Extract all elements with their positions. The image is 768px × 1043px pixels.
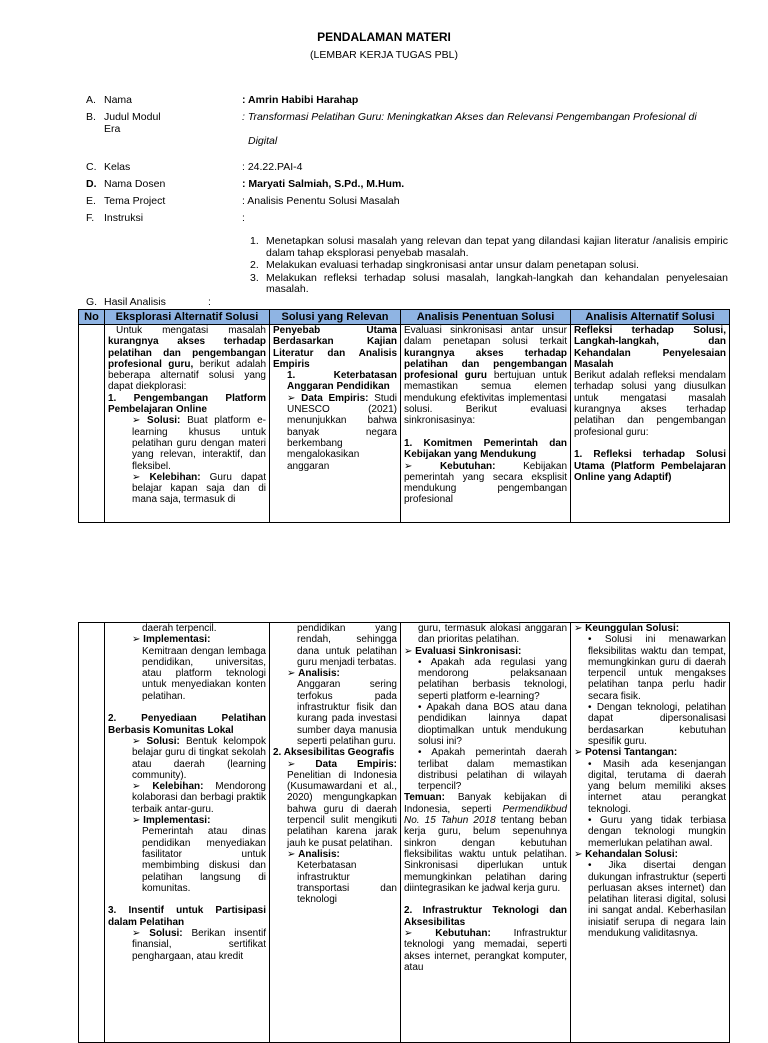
- cell-analisis-penentuan: Evaluasi sinkronisasi antar unsur dalam penetapan solusi terkait kurangnya akses terhadap pelatihan dan pengembangan profesional guru bertujuan untuk memastikan semua elemen mendukung efektivitas implementasi solusi. Berikut evaluasi sinkronisasinya: 1. Komitmen Pemerintah dan Kebijakan yang Mendukung ➢ Kebutuhan: Kebijakan pemerintah yang secara eksplisit mendukung pengembangan profesional: [401, 325, 571, 523]
- bullet-item: • Apakah pemerintah daerah terlibat dalam memastikan distribusi pelatihan di wilayah terpencil?: [418, 747, 568, 793]
- field-value: : Maryati Salmiah, S.Pd., M.Hum.: [242, 178, 405, 190]
- bullet-item: • Apakah ada regulasi yang mendorong pelaksanaan pelatihan berbasis teknologi, seperti platform e-learning?: [418, 656, 567, 702]
- list-item: ➢ Analisis:: [287, 668, 340, 680]
- instruction-item: 1. Menetapkan solusi masalah yang relevan dan tepat yang dilandasi kajian literatur /analisis empiric dalam tahap eksplorasi penyebab masalah.: [250, 235, 728, 259]
- bullet-item: • Jika disertai dengan dukungan infrastruktur (seperti perluasan akses internet) dan pelatihan literasi digital, solusi ini sangat andal. Keberhasilan inisiatif serupa di negara lain mendukung validitasnya.: [588, 860, 727, 940]
- field-judul-modul: B. Judul Modul Era : Transformasi Pelatihan Guru: Meningkatkan Akses dan Relevansi Pengembangan Profesional di Digital: [86, 111, 697, 147]
- bullet-item: • Apakah dana BOS atau dana pendidikan lainnya dapat dioptimalkan untuk mendukung solusi ini?: [418, 702, 567, 747]
- identity-fields: [86, 94, 726, 229]
- list-item: ➢ Kebutuhan: Infrastruktur teknologi yang memadai, seperti akses internet, perangkat komputer, atau: [404, 928, 567, 973]
- cell-eksplorasi: daerah terpencil. ➢ Implementasi: Kemitraan dengan lembaga pendidikan, universitas, atau platform teknologi untuk menyediakan konten pelatihan. 2. Penyediaan Pelatihan Berbasis Komunitas Lokal ➢ Solusi: Bentuk kelompok belajar guru di tingkat sekolah atau daerah (learning community). ➢ Kelebihan: Mendorong kolaborasi dan berbagi praktik terbaik antar-guru. ➢ Implementasi: Pemerintah atau dinas pendidikan menyediakan fasilitator untuk membimbing diskusi dan pelatihan langsung di komunitas. 3. Insentif untuk Partisipasi dalam Pelatihan ➢ Solusi: Berikan insentif finansial, sertifikat penghargaan, atau kredit: [105, 623, 270, 1043]
- field-tema-project: E. Tema Project : Analisis Penentu Solusi Masalah: [86, 195, 726, 207]
- section-heading: 2. Aksesibilitas Geografis: [273, 747, 395, 759]
- cell-no: [79, 623, 105, 1043]
- instruction-item: 2. Melakukan evaluasi terhadap singkronisasi antar unsur dalam penetapan solusi.: [250, 259, 639, 271]
- analysis-table-page2: [78, 622, 730, 1043]
- section-heading: 1. Komitmen Pemerintah dan Kebijakan yang Mendukung: [404, 437, 567, 461]
- finding: Temuan: Banyak kebijakan di Indonesia, seperti Permendikbud No. 15 Tahun 2018 tentang beban kerja guru, belum sepenuhnya sinkron dengan kebutuhan fleksibilitas waktu untuk pelatihan. Sinkronisasi diperlukan untuk memungkinkan pelatihan daring diintegrasikan ke jadwal kerja guru.: [404, 792, 567, 894]
- cell-eksplorasi: Untuk mengatasi masalah kurangnya akses terhadap pelatihan dan pengembangan profesional guru, berikut adalah beberapa alternatif solusi yang dapat diekplorasi: 1. Pengembangan Platform Pembelajaran Online ➢ Solusi: Buat platform e-learning khusus untuk pelatihan guru dengan materi yang relevan, interaktif, dan fleksibel. ➢ Kelebihan: Guru dapat belajar kapan saja dan di mana saja, termasuk di: [105, 325, 270, 523]
- section-heading: 2. Infrastruktur Teknologi dan Aksesibilitas: [404, 905, 567, 928]
- table-header-row: [79, 310, 730, 325]
- section-heading: 1. Keterbatasan Anggaran Pendidikan: [287, 370, 397, 393]
- cell-analisis-penentuan: guru, termasuk alokasi anggaran dan prioritas pelatihan. ➢ Evaluasi Sinkronisasi: • Apakah ada regulasi yang mendorong pelaksanaan pelatihan berbasis teknologi, seperti platform e-learning? • Apakah dana BOS atau dana pendidikan lainnya dapat dioptimalkan untuk mendukung solusi ini? • Apakah pemerintah daerah terlibat dalam memastikan distribusi pelatihan di wilayah terpencil? Temuan: Banyak kebijakan di Indonesia, seperti Permendikbud No. 15 Tahun 2018 tentang beban kerja guru, belum sepenuhnya sinkron dengan kebutuhan fleksibilitas waktu untuk pelatihan. Sinkronisasi diperlukan untuk memungkinkan pelatihan daring diintegrasikan ke jadwal kerja guru. 2. Infrastruktur Teknologi dan Aksesibilitas ➢ Kebutuhan: Infrastruktur teknologi yang memadai, seperti akses internet, perangkat komputer, atau: [401, 623, 571, 1043]
- instruction-item: 3. Melakukan refleksi terhadap solusi masalah, langkah-langkah dan kehandalan penyelesaian masalah.: [250, 271, 728, 295]
- bullet-item: • Solusi ini menawarkan fleksibilitas waktu dan tempat, memungkinkan guru di daerah terpencil untuk mengakses pelatihan tanpa perlu hadir secara fisik.: [588, 634, 726, 702]
- bullet-item: • Dengan teknologi, pelatihan dapat dipersonalisasi berdasarkan kebutuhan spesifik guru.: [588, 702, 726, 747]
- list-item: ➢ Kelebihan: Guru dapat belajar kapan saja dan di mana saja, termasuk di: [132, 471, 266, 506]
- bullet-item: • Masih ada kesenjangan digital, terutama di daerah yang belum memiliki akses internet atau perangkat teknologi.: [588, 758, 726, 815]
- list-item: ➢ Implementasi:: [132, 815, 211, 827]
- field-nama-dosen: D. Nama Dosen : Maryati Salmiah, S.Pd., M.Hum.: [86, 178, 726, 190]
- cell-solusi: pendidikan yang rendah, sehingga dana untuk pelatihan guru menjadi terbatas. ➢ Analisis: Anggaran sering terfokus pada infrastruktur fisik dan kurang pada investasi sumber daya manusia seperti pelatihan guru. 2. Aksesibilitas Geografis ➢ Data Empiris: Penelitian di Indonesia (Kusumawardani et al., 2020) mengungkapkan bahwa guru di daerah terpencil sulit mengikuti pelatihan karena jarak jauh ke pusat pelatihan. ➢ Analisis: Keterbatasan infrastruktur transportasi dan teknologi: [270, 623, 401, 1043]
- list-item: ➢ Potensi Tantangan:: [574, 747, 678, 759]
- field-value: :: [242, 212, 245, 224]
- header-solusi: Solusi yang Relevan: [270, 310, 401, 325]
- list-item: ➢ Solusi: Buat platform e-learning khusus untuk pelatihan guru dengan materi yang relevan, interaktif, dan fleksibel.: [132, 415, 266, 472]
- list-item: ➢ Keunggulan Solusi:: [574, 623, 680, 634]
- field-kelas: C. Kelas : 24.22.PAI-4: [86, 161, 726, 173]
- cell-analisis-alternatif: Refleksi terhadap Solusi, Langkah-langkah, dan Kehandalan Penyelesaian Masalah Berikut adalah refleksi mendalam terhadap solusi yang diusulkan untuk mengatasi masalah kurangnya akses terhadap pelatihan dan pengembangan profesional guru: 1. Refleksi terhadap Solusi Utama (Platform Pembelajaran Online yang Adaptif): [571, 325, 730, 523]
- list-item: ➢ Kebutuhan: Kebijakan pemerintah yang secara eksplisit mendukung pengembangan profesional: [404, 460, 567, 506]
- field-value: : Amrin Habibi Harahap: [242, 94, 359, 106]
- field-value: : Transformasi Pelatihan Guru: Meningkatkan Akses dan Relevansi Pengembangan Profesional di: [242, 111, 697, 123]
- section-heading: 1. Refleksi terhadap Solusi Utama (Platform Pembelajaran Online yang Adaptif): [574, 449, 726, 483]
- field-value: : 24.22.PAI-4: [242, 161, 303, 173]
- field-value: : Analisis Penentu Solusi Masalah: [242, 195, 400, 207]
- list-item: ➢ Analisis:: [287, 848, 340, 860]
- instruction-list: [250, 236, 728, 297]
- field-instruksi: F. Instruksi :: [86, 212, 726, 224]
- list-item: ➢ Data Empiris: Studi UNESCO (2021) menunjukkan bahwa banyak negara berkembang mengalokasikan anggaran: [287, 392, 397, 472]
- header-analisis-alternatif: Analisis Alternatif Solusi: [571, 310, 730, 325]
- list-item: ➢ Implementasi:: [132, 634, 211, 646]
- analysis-table-page1: [78, 309, 730, 523]
- list-item: ➢ Data Empiris: Penelitian di Indonesia (Kusumawardani et al., 2020) mengungkapkan bahwa guru di daerah terpencil sulit mengikuti pelatihan karena jarak jauh ke pusat pelatihan.: [287, 758, 397, 849]
- page-subtitle: (LEMBAR KERJA TUGAS PBL): [309, 49, 458, 61]
- section-heading: 1. Pengembangan Platform Pembelajaran Online: [108, 392, 266, 416]
- section-heading: 3. Insentif untuk Partisipasi dalam Pelatihan: [108, 905, 266, 928]
- header-no: No: [79, 310, 105, 325]
- page-title: PENDALAMAN MATERI: [317, 30, 451, 44]
- cell-analisis-alternatif: [571, 623, 730, 1043]
- list-item: ➢ Evaluasi Sinkronisasi:: [404, 645, 522, 657]
- cell-no: [79, 325, 105, 523]
- list-item: ➢ Solusi: Berikan insentif finansial, sertifikat penghargaan, atau kredit: [132, 928, 266, 962]
- list-item: ➢ Kelebihan: Mendorong kolaborasi dan berbagi praktik terbaik antar-guru.: [132, 781, 266, 815]
- bullet-item: • Guru yang tidak terbiasa dengan teknologi mungkin memerlukan pelatihan awal.: [588, 815, 727, 849]
- field-nama: A. Nama : Amrin Habibi Harahap: [86, 94, 726, 106]
- hasil-analisis-label: G. Hasil Analisis :: [86, 296, 211, 308]
- table-row: [79, 623, 730, 1043]
- list-item: ➢ Solusi: Bentuk kelompok belajar guru di tingkat sekolah atau daerah (learning community).: [132, 735, 266, 781]
- header-eksplorasi: Eksplorasi Alternatif Solusi: [105, 310, 270, 325]
- cell-solusi: Penyebab Utama Berdasarkan Kajian Literatur dan Analisis Empiris 1. Keterbatasan Anggaran Pendidikan ➢ Data Empiris: Studi UNESCO (2021) menunjukkan bahwa banyak negara berkembang mengalokasikan anggaran: [270, 325, 401, 523]
- section-heading: 2. Penyediaan Pelatihan Berbasis Komunitas Lokal: [108, 713, 266, 736]
- table-row: [79, 325, 730, 523]
- list-item: ➢ Kehandalan Solusi:: [574, 848, 678, 860]
- header-analisis-penentuan: Analisis Penentuan Solusi: [401, 310, 571, 325]
